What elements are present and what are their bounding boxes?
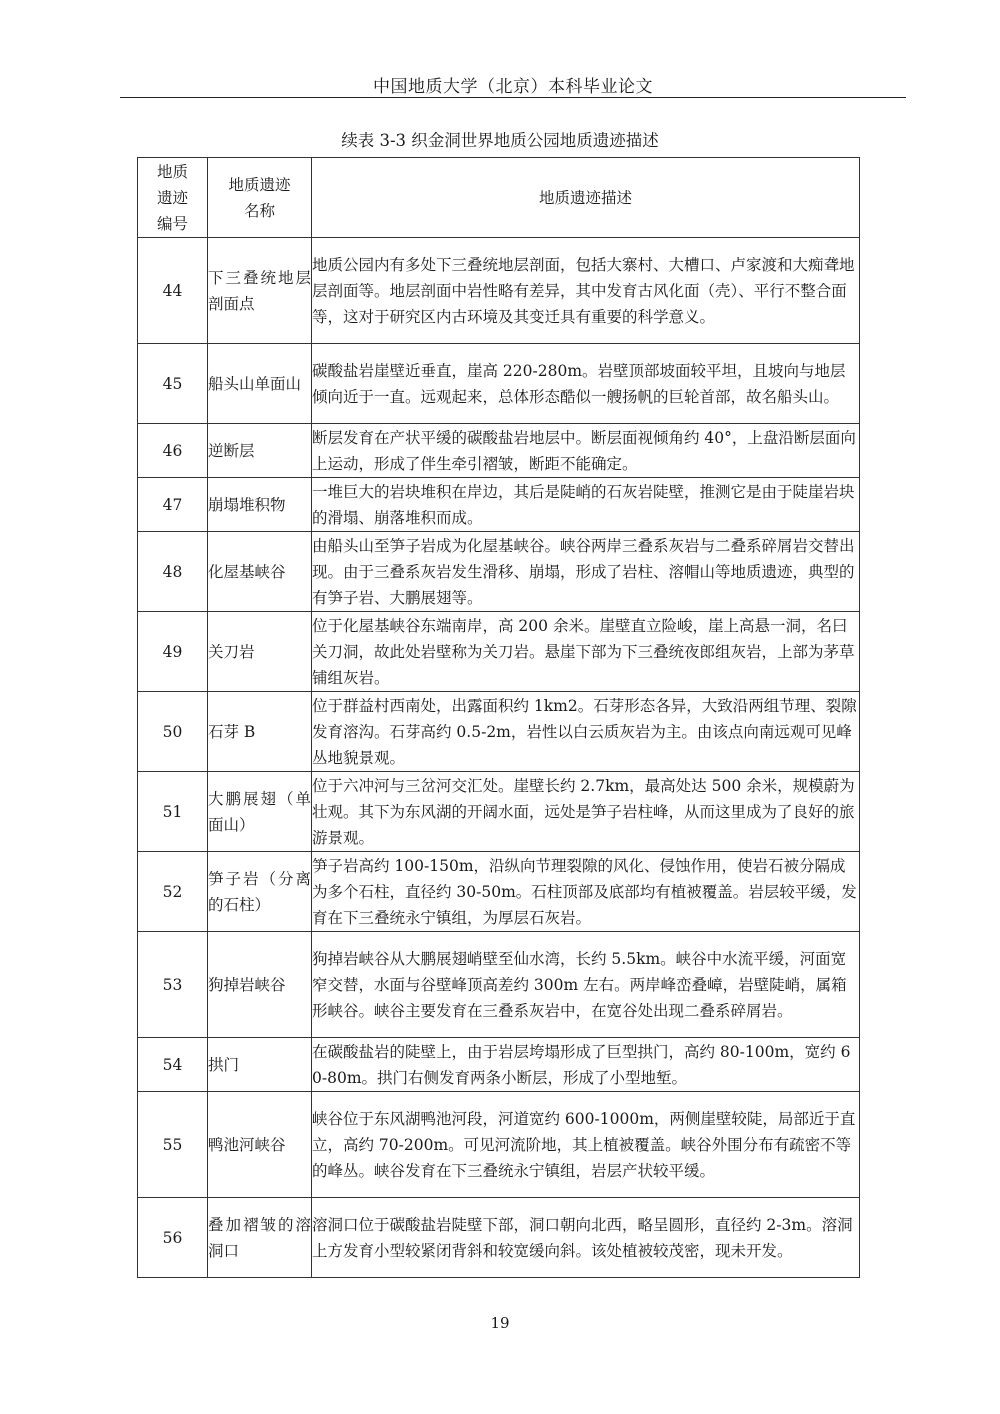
row-id: 56	[138, 1198, 208, 1278]
geoheritage-table	[137, 157, 860, 1278]
row-name: 笋子岩（分离的石柱）	[208, 852, 312, 932]
row-name: 逆断层	[208, 424, 312, 478]
table-row	[138, 932, 860, 1038]
row-id: 54	[138, 1038, 208, 1092]
table-row	[138, 1038, 860, 1092]
page-number: 19	[490, 1314, 510, 1332]
table-header-row	[138, 158, 860, 238]
row-name: 拱门	[208, 1038, 312, 1092]
table-row	[138, 532, 860, 612]
row-desc: 位于化屋基峡谷东端南岸，高 200 余米。崖壁直立险峻，崖上高悬一洞，名曰关刀洞，故此处岩壁称为关刀岩。悬崖下部为下三叠统夜郎组灰岩，上部为茅草铺组灰岩。	[312, 612, 860, 692]
running-header: 中国地质大学（北京）本科毕业论文	[373, 77, 653, 97]
row-desc: 地质公园内有多处下三叠统地层剖面，包括大寨村、大槽口、卢家渡和大痴聋地层剖面等。地层剖面中岩性略有差异，其中发育古风化面（壳）、平行不整合面等，这对于研究区内古环境及其变迁具有重要的科学意义。	[312, 238, 860, 344]
header-id-label: 地质遗迹编号	[156, 162, 188, 233]
header-rule	[120, 97, 906, 98]
row-desc: 峡谷位于东风湖鸭池河段，河道宽约 600-1000m，两侧崖壁较陡，局部近于直立，高约 70-200m。可见河流阶地，其上植被覆盖。峡谷外围分布有疏密不等的峰丛。峡谷发育在下三叠统永宁镇组，岩层产状较平缓。	[312, 1092, 860, 1198]
row-desc: 由船头山至笋子岩成为化屋基峡谷。峡谷两岸三叠系灰岩与二叠系碎屑岩交替出现。由于三叠系灰岩发生滑移、崩塌，形成了岩柱、溶帽山等地质遗迹，典型的有笋子岩、大鹏展翅等。	[312, 532, 860, 612]
table-row	[138, 1198, 860, 1278]
row-name: 化屋基峡谷	[208, 532, 312, 612]
row-id: 48	[138, 532, 208, 612]
row-id: 55	[138, 1092, 208, 1198]
row-id: 44	[138, 238, 208, 344]
row-id: 47	[138, 478, 208, 532]
row-name: 狗掉岩峡谷	[208, 932, 312, 1038]
row-desc: 笋子岩高约 100-150m，沿纵向节理裂隙的风化、侵蚀作用，使岩石被分隔成为多个石柱，直径约 30-50m。石柱顶部及底部均有植被覆盖。岩层较平缓，发育在下三叠统永宁镇组，为厚层石灰岩。	[312, 852, 860, 932]
table-row	[138, 238, 860, 344]
row-id: 53	[138, 932, 208, 1038]
header-id	[138, 158, 208, 238]
row-id: 50	[138, 692, 208, 772]
row-name: 石芽 B	[208, 692, 312, 772]
row-id: 52	[138, 852, 208, 932]
row-name: 船头山单面山	[208, 344, 312, 424]
row-name: 崩塌堆积物	[208, 478, 312, 532]
row-desc: 位于群益村西南处，出露面积约 1km2。石芽形态各异，大致沿两组节理、裂隙发育溶沟。石芽高约 0.5-2m，岩性以白云质灰岩为主。由该点向南远观可见峰丛地貌景观。	[312, 692, 860, 772]
row-desc: 位于六冲河与三岔河交汇处。崖壁长约 2.7km，最高处达 500 余米，规模蔚为壮观。其下为东风湖的开阔水面，远处是笋子岩柱峰，从而这里成为了良好的旅游景观。	[312, 772, 860, 852]
row-desc: 碳酸盐岩崖壁近垂直，崖高 220-280m。岩壁顶部坡面较平坦，且坡向与地层倾向近于一直。远观起来，总体形态酷似一艘扬帆的巨轮首部，故名船头山。	[312, 344, 860, 424]
row-name: 大鹏展翅（单面山）	[208, 772, 312, 852]
table-row	[138, 852, 860, 932]
row-desc: 在碳酸盐岩的陡壁上，由于岩层垮塌形成了巨型拱门，高约 80-100m，宽约 60-80m。拱门右侧发育两条小断层，形成了小型地堑。	[312, 1038, 860, 1092]
header-name-label: 地质遗迹名称	[228, 175, 291, 220]
row-desc: 一堆巨大的岩块堆积在岸边，其后是陡峭的石灰岩陡壁，推测它是由于陡崖岩块的滑塌、崩落堆积而成。	[312, 478, 860, 532]
table-caption: 续表 3-3 织金洞世界地质公园地质遗迹描述	[341, 131, 659, 150]
table-row	[138, 692, 860, 772]
table-row	[138, 424, 860, 478]
row-desc: 溶洞口位于碳酸盐岩陡壁下部，洞口朝向北西，略呈圆形，直径约 2-3m。溶洞上方发育小型较紧闭背斜和较宽缓向斜。该处植被较茂密，现未开发。	[312, 1198, 860, 1278]
row-desc: 断层发育在产状平缓的碳酸盐岩地层中。断层面视倾角约 40°，上盘沿断层面向上运动，形成了伴生牵引褶皱，断距不能确定。	[312, 424, 860, 478]
row-id: 49	[138, 612, 208, 692]
row-id: 51	[138, 772, 208, 852]
table-row	[138, 772, 860, 852]
row-desc: 狗掉岩峡谷从大鹏展翅峭壁至仙水湾，长约 5.5km。峡谷中水流平缓，河面宽窄交替，水面与谷壁峰顶高差约 300m 左右。两岸峰峦叠嶂，岩壁陡峭，属箱形峡谷。峡谷主要发育在三叠系灰岩中，在宽谷处出现二叠系碎屑岩。	[312, 932, 860, 1038]
row-name: 鸭池河峡谷	[208, 1092, 312, 1198]
table-row	[138, 478, 860, 532]
header-name	[208, 158, 312, 238]
table-row	[138, 344, 860, 424]
row-id: 45	[138, 344, 208, 424]
table-row	[138, 612, 860, 692]
header-desc: 地质遗迹描述	[312, 158, 860, 238]
row-name: 叠加褶皱的溶洞口	[208, 1198, 312, 1278]
table-row	[138, 1092, 860, 1198]
row-id: 46	[138, 424, 208, 478]
row-name: 关刀岩	[208, 612, 312, 692]
row-name: 下三叠统地层剖面点	[208, 238, 312, 344]
